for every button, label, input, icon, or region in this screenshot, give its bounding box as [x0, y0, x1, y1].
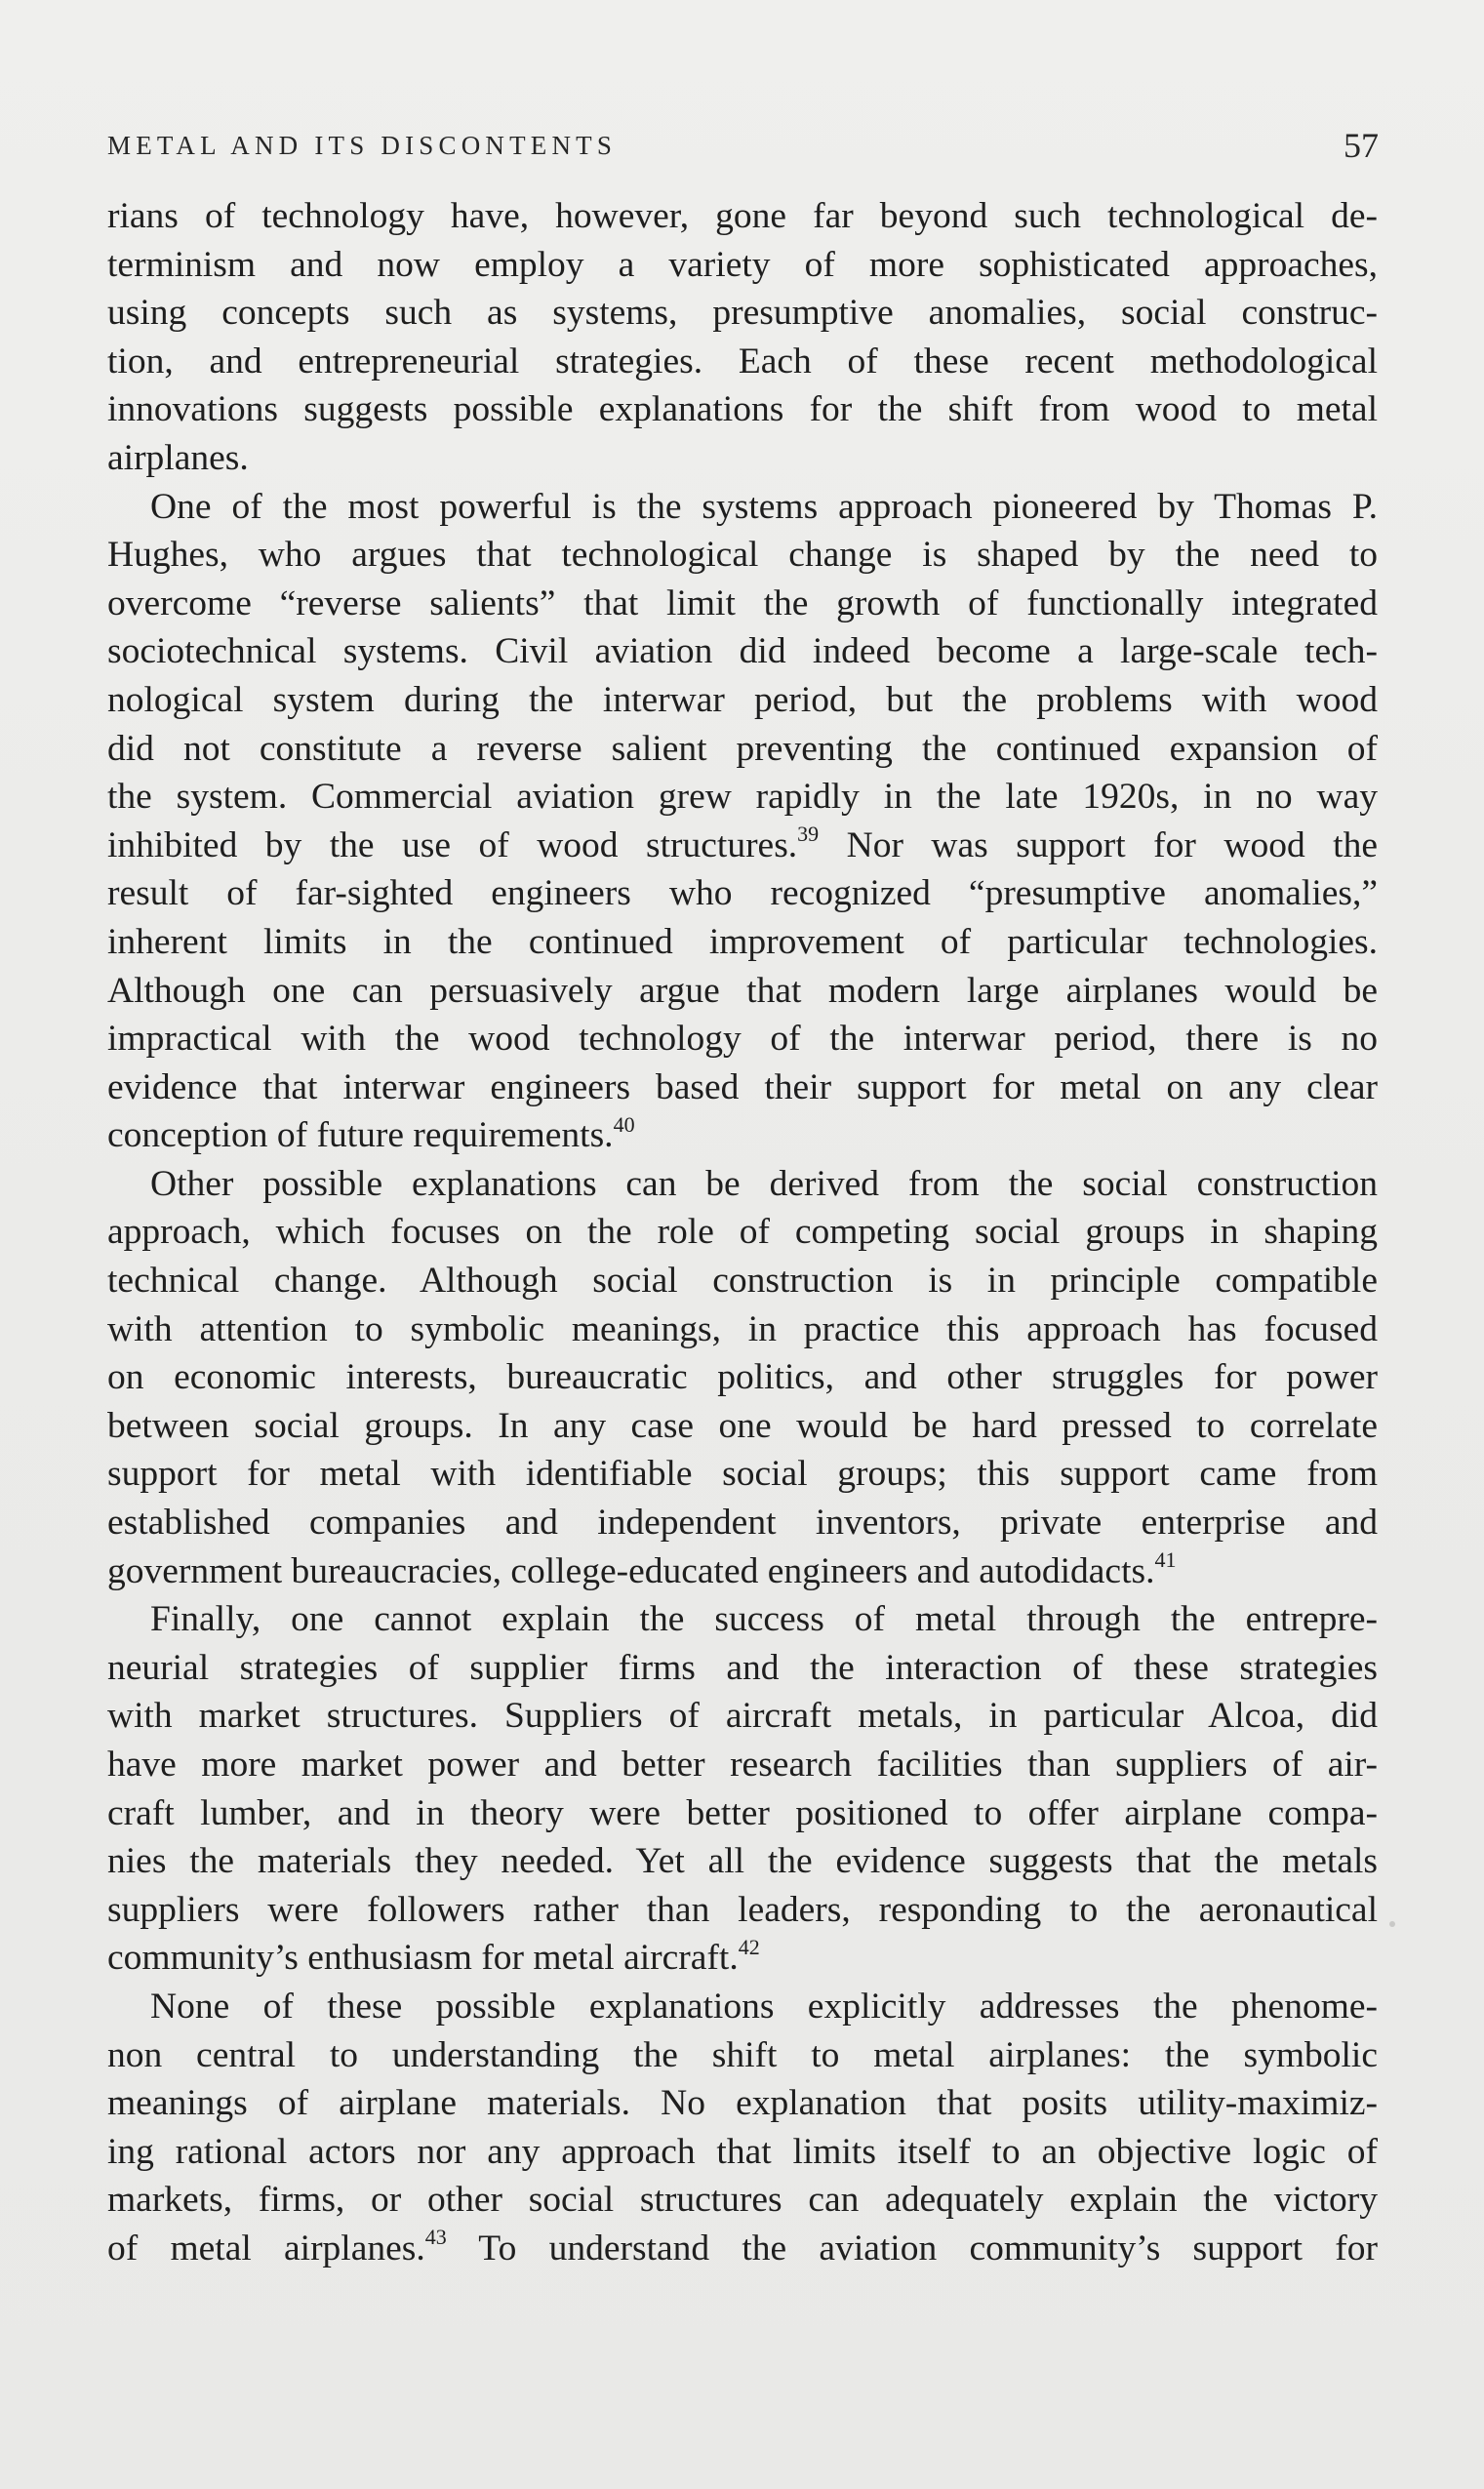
text-line [107, 1547, 1378, 1596]
text-line: technical change. Although social construction is in principle compatible [107, 1261, 1378, 1302]
line-text: of metal airplanes. [107, 2228, 425, 2268]
text-line: markets, firms, or other social structures can adequately explain the victory [107, 2180, 1378, 2221]
text-line: support for metal with identifiable social groups; this support came from [107, 1454, 1378, 1495]
line-text: community’s enthusiasm for metal aircraft. [107, 1938, 739, 1979]
text-line: neurial strategies of supplier firms and the interaction of these strategies [107, 1647, 1378, 1688]
text-line: One of the most powerful is the systems approach pioneered by Thomas P. [150, 486, 1378, 527]
text-line: approach, which focuses on the role of competing social groups in shaping [107, 1212, 1378, 1253]
page-number: 57 [1344, 126, 1379, 165]
text-line: inherent limits in the continued improvement of particular technologies. [107, 921, 1378, 962]
footnote-ref: 42 [738, 1934, 760, 1959]
text-line: using concepts such as systems, presumptive anomalies, social construc- [107, 293, 1378, 334]
text-line: sociotechnical systems. Civil aviation did indeed become a large-scale tech- [107, 631, 1378, 672]
text-line: nies the materials they needed. Yet all the evidence suggests that the metals [107, 1841, 1378, 1882]
text-line: overcome “reverse salients” that limit the growth of functionally integrated [107, 582, 1378, 623]
text-line [107, 1934, 1378, 1983]
running-head: METAL AND ITS DISCONTENTS [107, 131, 618, 160]
text-line: non central to understanding the shift to metal airplanes: the symbolic [107, 2034, 1378, 2075]
text-line: rians of technology have, however, gone far beyond such technological de- [107, 196, 1378, 236]
text-line: impractical with the wood technology of the interwar period, there is no [107, 1019, 1378, 1060]
text-line: on economic interests, bureaucratic politics, and other struggles for power [107, 1357, 1378, 1398]
text-line [107, 1111, 1378, 1160]
text-line: result of far-sighted engineers who recognized “presumptive anomalies,” [107, 873, 1378, 914]
text-line: tion, and entrepreneurial strategies. Each of these recent methodological [107, 341, 1378, 381]
text-line: meanings of airplane materials. No explanation that posits utility-maximiz- [107, 2083, 1378, 2124]
text-line: None of these possible explanations explicitly addresses the phenome- [150, 1986, 1378, 2027]
scan-speck [1389, 1921, 1395, 1927]
footnote-ref: 43 [424, 2225, 447, 2250]
line-text: To understand the aviation community’s support for [446, 2228, 1378, 2268]
footnote-ref: 41 [1154, 1547, 1177, 1573]
text-line [107, 822, 1378, 870]
text-line: with attention to symbolic meanings, in practice this approach has focused [107, 1308, 1378, 1349]
text-line: have more market power and better research facilities than suppliers of air- [107, 1745, 1378, 1785]
text-line: Hughes, who argues that technological change is shaped by the need to [107, 535, 1378, 576]
text-line: airplanes. [107, 437, 249, 478]
body-text [107, 192, 1378, 2273]
text-line: terminism and now employ a variety of more sophisticated approaches, [107, 244, 1378, 285]
text-line: suppliers were followers rather than leaders, responding to the aeronautical [107, 1889, 1378, 1930]
footnote-ref: 40 [613, 1111, 635, 1137]
text-line: nological system during the interwar period, but the problems with wood [107, 679, 1378, 720]
line-text: inhibited by the use of wood structures. [107, 824, 798, 865]
text-line: Finally, one cannot explain the success of metal through the entrepre- [150, 1599, 1378, 1640]
text-line: innovations suggests possible explanations for the shift from wood to metal [107, 389, 1378, 430]
line-text: government bureaucracies, college-educated engineers and autodidacts. [107, 1550, 1155, 1591]
text-line: the system. Commercial aviation grew rapidly in the late 1920s, in no way [107, 777, 1378, 818]
text-line: Although one can persuasively argue that modern large airplanes would be [107, 970, 1378, 1011]
line-text: Nor was support for wood the [819, 824, 1378, 865]
text-line: craft lumber, and in theory were better positioned to offer airplane compa- [107, 1792, 1378, 1833]
text-line: established companies and independent inventors, private enterprise and [107, 1503, 1378, 1544]
text-line: Other possible explanations can be derived from the social construction [150, 1163, 1378, 1204]
text-line: between social groups. In any case one would be hard pressed to correlate [107, 1405, 1378, 1446]
text-line: with market structures. Suppliers of aircraft metals, in particular Alcoa, did [107, 1696, 1378, 1737]
text-line: ing rational actors nor any approach that limits itself to an objective logic of [107, 2131, 1378, 2172]
footnote-ref: 39 [797, 822, 820, 847]
line-text: conception of future requirements. [107, 1115, 614, 1156]
text-line [107, 2225, 1378, 2273]
text-line: did not constitute a reverse salient preventing the continued expansion of [107, 728, 1378, 769]
text-line: evidence that interwar engineers based their support for metal on any clear [107, 1066, 1378, 1107]
